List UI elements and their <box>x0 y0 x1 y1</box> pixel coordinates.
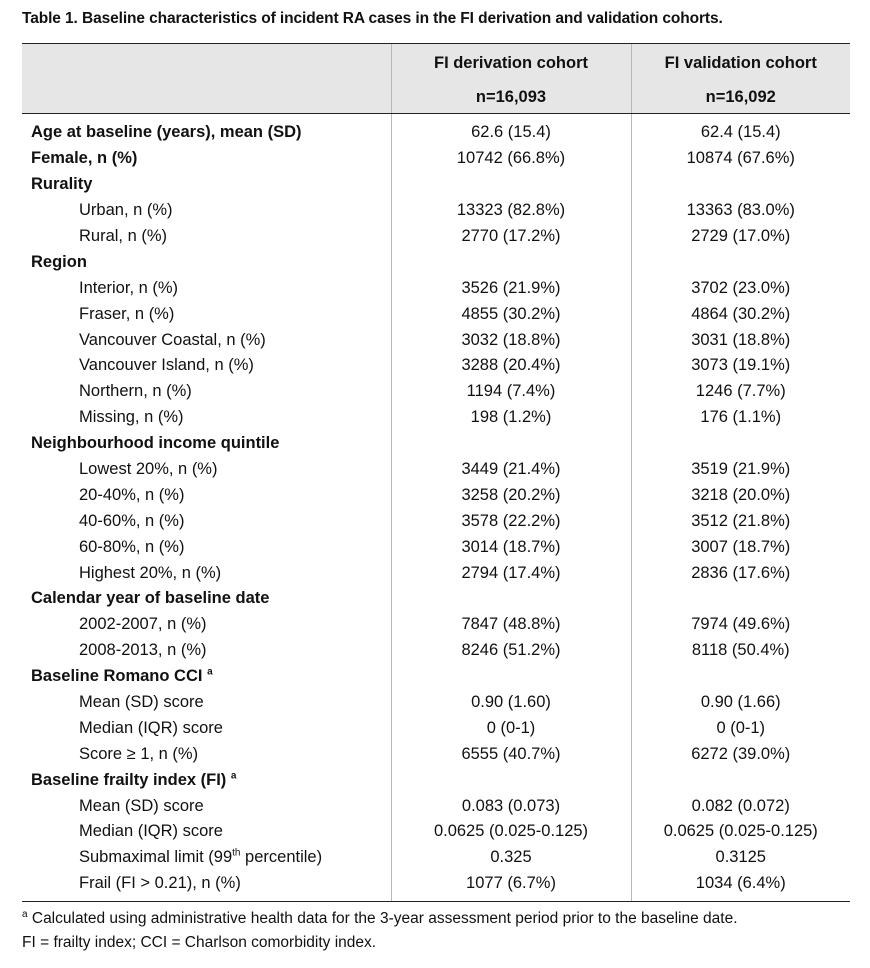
header-validation-title: FI validation cohort <box>631 44 850 83</box>
validation-value: 2729 (17.0%) <box>631 224 850 250</box>
derivation-value: 3449 (21.4%) <box>391 457 631 483</box>
header-blank-cell <box>22 82 391 114</box>
row-label <box>22 482 391 508</box>
validation-value <box>631 586 850 612</box>
header-row-titles <box>22 44 850 83</box>
validation-value: 0.3125 <box>631 845 850 871</box>
table-row <box>22 146 850 172</box>
derivation-value: 1194 (7.4%) <box>391 379 631 405</box>
row-section-label <box>22 586 391 612</box>
validation-value: 0 (0-1) <box>631 715 850 741</box>
table-row <box>22 405 850 431</box>
row-label-text: Lowest 20%, n (%) <box>79 460 218 479</box>
table-row <box>22 690 850 716</box>
validation-value: 6272 (39.0%) <box>631 741 850 767</box>
table-row <box>22 198 850 224</box>
table-row <box>22 327 850 353</box>
row-label <box>22 845 391 871</box>
header-validation-n: n=16,092 <box>631 82 850 114</box>
table-body <box>22 114 850 902</box>
row-label <box>22 690 391 716</box>
row-label <box>22 715 391 741</box>
validation-value: 10874 (67.6%) <box>631 146 850 172</box>
validation-value: 3519 (21.9%) <box>631 457 850 483</box>
table-row <box>22 819 850 845</box>
derivation-value: 3288 (20.4%) <box>391 353 631 379</box>
table-row <box>22 353 850 379</box>
footnote-abbreviations: FI = frailty index; CCI = Charlson comorbidity index. <box>22 934 377 951</box>
row-label-superscript: a <box>207 666 213 678</box>
derivation-value: 3258 (20.2%) <box>391 482 631 508</box>
row-section-label <box>22 114 391 146</box>
row-label-text: 60-80%, n (%) <box>79 537 185 556</box>
table-row <box>22 379 850 405</box>
row-label <box>22 612 391 638</box>
validation-value: 3512 (21.8%) <box>631 508 850 534</box>
table-row <box>22 224 850 250</box>
validation-value: 0.082 (0.072) <box>631 793 850 819</box>
footnote-a <box>22 910 738 928</box>
table-row <box>22 612 850 638</box>
row-section-label <box>22 146 391 172</box>
row-section-label <box>22 664 391 690</box>
row-section-label <box>22 431 391 457</box>
table-row <box>22 664 850 690</box>
derivation-value: 0.0625 (0.025-0.125) <box>391 819 631 845</box>
header-derivation-title: FI derivation cohort <box>391 44 631 83</box>
row-label <box>22 275 391 301</box>
row-label <box>22 871 391 901</box>
row-label-text: Interior, n (%) <box>79 278 179 297</box>
row-label <box>22 741 391 767</box>
validation-value: 176 (1.1%) <box>631 405 850 431</box>
validation-value: 0.90 (1.66) <box>631 690 850 716</box>
table-row <box>22 275 850 301</box>
table-caption: Table 1. Baseline characteristics of incident RA cases in the FI derivation and validation cohorts. <box>22 10 723 27</box>
derivation-value <box>391 664 631 690</box>
validation-value: 1246 (7.7%) <box>631 379 850 405</box>
row-label-text: Baseline Romano CCI <box>31 667 203 686</box>
derivation-value <box>391 431 631 457</box>
derivation-value: 7847 (48.8%) <box>391 612 631 638</box>
validation-value: 8118 (50.4%) <box>631 638 850 664</box>
row-label-text: Baseline frailty index (FI) <box>31 770 227 789</box>
validation-value: 3218 (20.0%) <box>631 482 850 508</box>
row-label-text: Median (IQR) score <box>79 822 223 841</box>
validation-value: 62.4 (15.4) <box>631 114 850 146</box>
validation-value <box>631 767 850 793</box>
table-row <box>22 431 850 457</box>
row-label-text: Score ≥ 1, n (%) <box>79 744 199 763</box>
derivation-value: 10742 (66.8%) <box>391 146 631 172</box>
row-label <box>22 327 391 353</box>
row-label-text: 40-60%, n (%) <box>79 511 185 530</box>
table-row <box>22 482 850 508</box>
table-row <box>22 457 850 483</box>
derivation-value: 62.6 (15.4) <box>391 114 631 146</box>
row-label <box>22 534 391 560</box>
table-row <box>22 767 850 793</box>
row-label-text: Female, n (%) <box>31 149 138 168</box>
validation-value: 3007 (18.7%) <box>631 534 850 560</box>
row-label-text: Urban, n (%) <box>79 201 173 220</box>
table-row <box>22 508 850 534</box>
row-label-text: Frail (FI > 0.21), n (%) <box>79 874 241 893</box>
row-label-text: Calendar year of baseline date <box>31 589 270 608</box>
derivation-value: 3032 (18.8%) <box>391 327 631 353</box>
validation-value: 3031 (18.8%) <box>631 327 850 353</box>
derivation-value: 0.325 <box>391 845 631 871</box>
validation-value <box>631 249 850 275</box>
table-row <box>22 871 850 901</box>
row-label <box>22 819 391 845</box>
table-row <box>22 638 850 664</box>
derivation-value <box>391 767 631 793</box>
header-derivation-n: n=16,093 <box>391 82 631 114</box>
table-row <box>22 172 850 198</box>
row-label <box>22 457 391 483</box>
row-label-superscript: a <box>230 770 237 782</box>
row-label-text: Rural, n (%) <box>79 227 168 245</box>
row-label <box>22 405 391 431</box>
row-label-text: Fraser, n (%) <box>79 304 175 323</box>
table-row <box>22 845 850 871</box>
derivation-value: 4855 (30.2%) <box>391 301 631 327</box>
validation-value: 0.0625 (0.025-0.125) <box>631 819 850 845</box>
row-label <box>22 793 391 819</box>
row-label <box>22 560 391 586</box>
row-label <box>22 508 391 534</box>
row-label-text: 2008-2013, n (%) <box>79 641 207 660</box>
validation-value <box>631 431 850 457</box>
row-label-text: Region <box>31 252 87 271</box>
derivation-value: 13323 (82.8%) <box>391 198 631 224</box>
derivation-value: 198 (1.2%) <box>391 405 631 431</box>
row-label-text: Northern, n (%) <box>79 382 192 401</box>
table-row <box>22 793 850 819</box>
validation-value: 13363 (83.0%) <box>631 198 850 224</box>
table-row <box>22 249 850 275</box>
footnote-a-marker: a <box>22 908 28 920</box>
validation-value: 2836 (17.6%) <box>631 560 850 586</box>
row-label-text: Missing, n (%) <box>79 408 184 427</box>
header-row-counts <box>22 82 850 114</box>
validation-value: 4864 (30.2%) <box>631 301 850 327</box>
row-label-text: Highest 20%, n (%) <box>79 563 222 582</box>
table-row <box>22 560 850 586</box>
table-row <box>22 114 850 146</box>
derivation-value: 0.90 (1.60) <box>391 690 631 716</box>
validation-value <box>631 172 850 198</box>
footnote-a-text: Calculated using administrative health data for the 3-year assessment period prior to the baseline date. <box>27 910 738 927</box>
derivation-value: 1077 (6.7%) <box>391 871 631 901</box>
row-label <box>22 379 391 405</box>
row-section-label <box>22 767 391 793</box>
header-blank-cell <box>22 44 391 83</box>
row-label-text: Submaximal limit (99 <box>79 848 233 867</box>
row-label-text: Vancouver Coastal, n (%) <box>79 330 266 349</box>
derivation-value: 2770 (17.2%) <box>391 224 631 250</box>
row-label <box>22 301 391 327</box>
row-label-text: 20-40%, n (%) <box>79 485 185 504</box>
validation-value: 3073 (19.1%) <box>631 353 850 379</box>
row-label-text: Mean (SD) score <box>79 796 204 815</box>
table-row <box>22 741 850 767</box>
row-label-superscript: th <box>232 847 241 859</box>
row-label <box>22 224 391 250</box>
derivation-value <box>391 172 631 198</box>
table-row <box>22 534 850 560</box>
derivation-value: 2794 (17.4%) <box>391 560 631 586</box>
row-label <box>22 198 391 224</box>
derivation-value: 6555 (40.7%) <box>391 741 631 767</box>
table-row <box>22 301 850 327</box>
derivation-value: 3014 (18.7%) <box>391 534 631 560</box>
table-row <box>22 586 850 612</box>
baseline-characteristics-table <box>22 43 850 902</box>
row-label-text: Rurality <box>31 175 93 194</box>
row-label <box>22 638 391 664</box>
validation-value: 7974 (49.6%) <box>631 612 850 638</box>
derivation-value <box>391 586 631 612</box>
derivation-value: 0 (0-1) <box>391 715 631 741</box>
derivation-value <box>391 249 631 275</box>
row-section-label <box>22 172 391 198</box>
row-label <box>22 353 391 379</box>
row-label-text: Vancouver Island, n (%) <box>79 356 254 375</box>
derivation-value: 0.083 (0.073) <box>391 793 631 819</box>
row-label-text: Neighbourhood income quintile <box>31 434 280 453</box>
validation-value <box>631 664 850 690</box>
row-label-text: Median (IQR) score <box>79 718 223 737</box>
row-label-text: Age at baseline (years), mean (SD) <box>31 123 302 142</box>
row-label-text: Mean (SD) score <box>79 693 204 712</box>
row-section-label <box>22 249 391 275</box>
derivation-value: 3526 (21.9%) <box>391 275 631 301</box>
table-row <box>22 715 850 741</box>
derivation-value: 8246 (51.2%) <box>391 638 631 664</box>
row-label-text-suffix: percentile) <box>240 848 323 867</box>
derivation-value: 3578 (22.2%) <box>391 508 631 534</box>
validation-value: 1034 (6.4%) <box>631 871 850 901</box>
validation-value: 3702 (23.0%) <box>631 275 850 301</box>
row-label-text: 2002-2007, n (%) <box>79 615 207 634</box>
